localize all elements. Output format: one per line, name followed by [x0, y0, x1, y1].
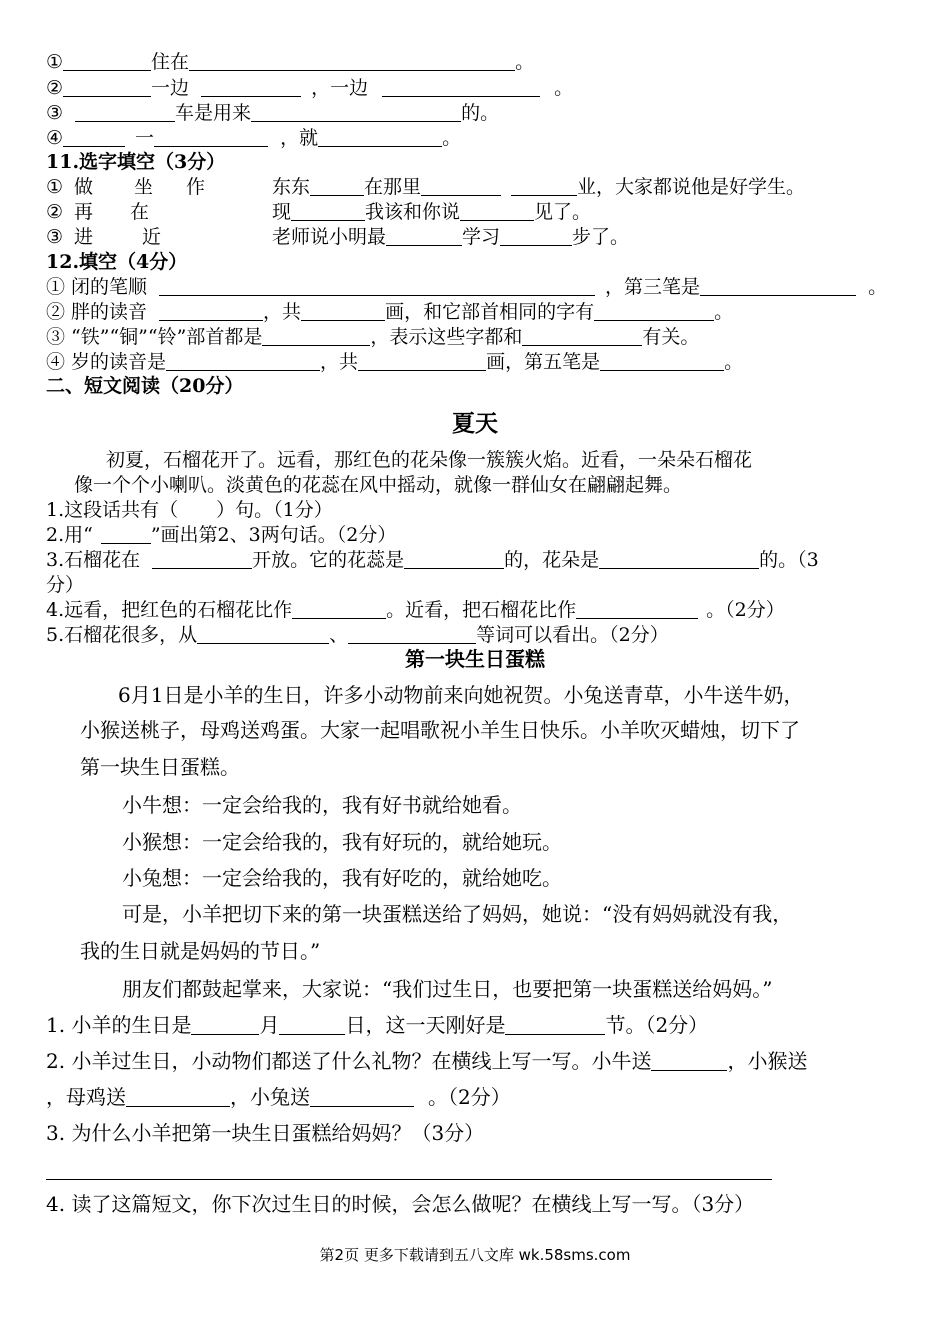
- q12-row-1: ① 闭的笔顺 ，第三笔是 。: [46, 276, 888, 298]
- blank[interactable]: [126, 1088, 230, 1107]
- passage-2-q3: 3. 为什么小羊把第一块生日蛋糕给妈妈？（3分）: [46, 1121, 485, 1145]
- blank[interactable]: [262, 327, 370, 346]
- passage-2-q4: 4. 读了这篇短文，你下次过生日的时候，会怎么做呢？在横线上写一写。（3分）: [46, 1192, 755, 1216]
- passage-1-q3-cont: 分）: [46, 574, 85, 596]
- passage-2-p1-line-1: 6月1日是小羊的生日，许多小动物前来向她祝贺。小兔送青草，小牛送牛奶，: [118, 683, 804, 707]
- blank[interactable]: [154, 128, 268, 147]
- blank[interactable]: [152, 550, 252, 569]
- passage-2-p5-line-1: 可是，小羊把切下来的第一块蛋糕送给了妈妈，她说：“没有妈妈就没有我，: [122, 902, 793, 926]
- blank[interactable]: [600, 352, 724, 371]
- blank[interactable]: [511, 177, 577, 196]
- blank[interactable]: [404, 550, 504, 569]
- q10-item-3: ③ 车是用来 的。: [46, 102, 500, 124]
- blank[interactable]: [75, 103, 175, 122]
- q10-item-4: ④ 一 ，就 。: [46, 127, 462, 149]
- blank[interactable]: [358, 352, 486, 371]
- blank[interactable]: [310, 1088, 414, 1107]
- blank[interactable]: [386, 227, 462, 246]
- blank[interactable]: [382, 78, 540, 97]
- blank[interactable]: [301, 302, 385, 321]
- blank[interactable]: [318, 128, 442, 147]
- passage-2-title: 第一块生日蛋糕: [405, 647, 545, 671]
- blank[interactable]: [310, 177, 364, 196]
- underline-sample: [101, 525, 151, 544]
- blank[interactable]: [197, 625, 329, 644]
- blank[interactable]: [63, 52, 151, 71]
- passage-1-q1: 1.这段话共有（ ）句。（1分）: [46, 499, 333, 521]
- blank[interactable]: [159, 277, 595, 296]
- blank[interactable]: [599, 550, 759, 569]
- blank[interactable]: [63, 78, 151, 97]
- passage-1-title: 夏天: [452, 410, 498, 437]
- q10-item-2: ② 一边 ，一边 。: [46, 77, 574, 99]
- passage-2-q2: 2. 小羊过生日，小动物们都送了什么礼物？在横线上写一写。小牛送 ，小猴送: [46, 1049, 808, 1073]
- q12-row-4: ④ 岁的读音是 ，共 画，第五笔是 。: [46, 351, 744, 373]
- blank[interactable]: [166, 352, 320, 371]
- passage-2-p1-line-2: 小猴送桃子，母鸡送鸡蛋。大家一起唱歌祝小羊生日快乐。小羊吹灭蜡烛，切下了: [80, 718, 800, 742]
- blank[interactable]: [191, 1016, 259, 1035]
- blank[interactable]: [594, 302, 714, 321]
- answer-line[interactable]: [46, 1179, 772, 1180]
- blank[interactable]: [576, 600, 698, 619]
- q12-row-3: ③ “铁”“铜”“铃”部首都是 ，表示这些字都和 有关。: [46, 326, 700, 348]
- blank[interactable]: [159, 302, 263, 321]
- passage-2-q2-cont: ，母鸡送 ，小兔送 。（2分）: [46, 1085, 511, 1109]
- blank[interactable]: [201, 78, 301, 97]
- blank[interactable]: [292, 600, 386, 619]
- blank[interactable]: [522, 327, 642, 346]
- passage-1-q3: 3.石榴花在 开放。它的花蕊是 的，花朵是 的。（3: [46, 549, 819, 571]
- passage-2-q1: 1. 小羊的生日是 月 日，这一天刚好是 节。（2分）: [46, 1013, 709, 1037]
- passage-1-q2: 2.用“ ”画出第2、3两句话。（2分）: [46, 524, 397, 546]
- q11-row-3: ③ 进 近 老师说小明最 学习 步了。: [46, 226, 630, 248]
- passage-2-p5-line-2: 我的生日就是妈妈的节日。”: [80, 939, 321, 963]
- blank[interactable]: [421, 177, 501, 196]
- q11-row-2: ② 再 在 现 我该和你说 见了。: [46, 201, 592, 223]
- blank[interactable]: [189, 52, 515, 71]
- section-2-heading: 二、短文阅读（20分）: [46, 375, 244, 397]
- blank[interactable]: [279, 1016, 345, 1035]
- q11-heading: 11.选字填空（3分）: [46, 151, 226, 173]
- passage-2-p3: 小猴想：一定会给我的，我有好玩的，就给她玩。: [122, 830, 562, 854]
- passage-1-line-2: 像一个个小喇叭。淡黄色的花蕊在风中摇动，就像一群仙女在翩翩起舞。: [74, 474, 683, 496]
- blank[interactable]: [291, 202, 365, 221]
- blank[interactable]: [700, 277, 856, 296]
- passage-2-p6: 朋友们都鼓起掌来，大家说：“我们过生日，也要把第一块蛋糕送给妈妈。”: [122, 977, 773, 1001]
- q12-row-2: ② 胖的读音 ，共 画，和它部首相同的字有 。: [46, 301, 734, 323]
- blank[interactable]: [348, 625, 476, 644]
- passage-2-p2: 小牛想：一定会给我的，我有好书就给她看。: [122, 793, 522, 817]
- blank[interactable]: [251, 103, 461, 122]
- blank[interactable]: [63, 128, 125, 147]
- blank[interactable]: [500, 227, 572, 246]
- page-footer: 第2页 更多下载请到五八文库 wk.58sms.com: [319, 1246, 631, 1264]
- q11-row-1: ① 做 坐 作 东东 在那里 业，大家都说他是好学生。: [46, 176, 806, 198]
- passage-1-q5: 5.石榴花很多，从 、 等词可以看出。（2分）: [46, 624, 669, 646]
- blank[interactable]: [651, 1052, 727, 1071]
- blank[interactable]: [460, 202, 534, 221]
- q10-item-1: ① 住在 。: [46, 51, 535, 73]
- blank[interactable]: [505, 1016, 605, 1035]
- passage-2-p1-line-3: 第一块生日蛋糕。: [80, 755, 240, 779]
- passage-1-line-1: 初夏，石榴花开了。远看，那红色的花朵像一簇簇火焰。近看，一朵朵石榴花: [106, 449, 753, 471]
- passage-1-q4: 4.远看，把红色的石榴花比作 。近看，把石榴花比作 。（2分）: [46, 599, 785, 621]
- passage-2-p4: 小兔想：一定会给我的，我有好吃的，就给她吃。: [122, 866, 562, 890]
- q12-heading: 12.填空（4分）: [46, 251, 188, 273]
